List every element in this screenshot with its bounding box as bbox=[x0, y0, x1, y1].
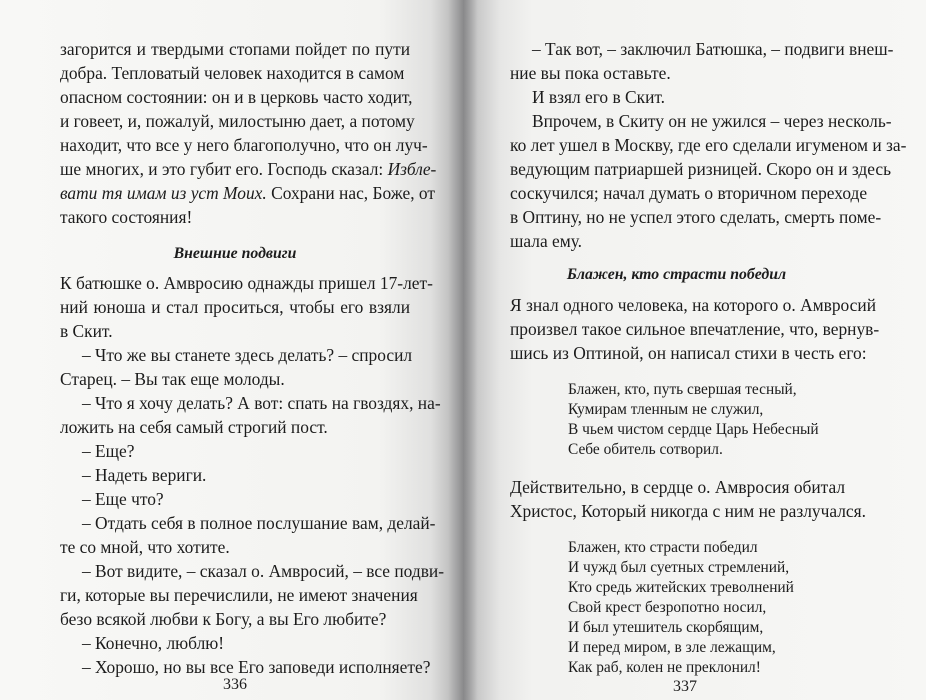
verse-line: Свой крест безропотно носил, bbox=[568, 599, 767, 616]
verse-line: Блажен, кто, путь свершая тесный, bbox=[568, 381, 797, 398]
verse-line: И чужд был суетных стремлений, bbox=[568, 559, 790, 576]
right-text-line: Впрочем, в Скиту он не ужился – через несколь- bbox=[532, 111, 892, 131]
left-text-line: загорится и твердыми стопами пойдет по пути bbox=[60, 39, 410, 59]
left-text-line: безо всякой любви к Богу, а вы Его любите? bbox=[60, 609, 387, 629]
verse-line: В чьем чистом сердце Царь Небесный bbox=[568, 421, 819, 438]
left-text-line: ний юноша и стал проситься, чтобы его взяли bbox=[60, 297, 410, 317]
section-heading: Блажен, кто страсти победил bbox=[566, 266, 787, 283]
left-text-line: те со мной, что хотите. bbox=[60, 537, 230, 557]
left-text-line: – Конечно, люблю! bbox=[82, 633, 225, 653]
right-text-line: ко лет ушел в Москву, где его сделали игуменом и за- bbox=[510, 135, 907, 155]
left-text-line: – Надеть вериги. bbox=[82, 465, 207, 485]
verse-line: Себе обитель сотворил. bbox=[568, 441, 723, 458]
section-heading: Внешние подвиги bbox=[173, 245, 297, 262]
left-text-line bbox=[60, 182, 435, 205]
left-text-line: – Еще что? bbox=[82, 489, 164, 509]
left-text-line: Старец. – Вы так еще молоды. bbox=[60, 369, 285, 389]
left-text-line: ги, которые вы перечислили, не имеют значения bbox=[60, 585, 418, 605]
left-text-line: находит, что все у него благополучно, что он луч- bbox=[60, 135, 428, 155]
right-text-line: ведующим патриаршей ризницей. Скоро он и здесь bbox=[510, 159, 892, 179]
verse-line: Кто средь житейских треволнений bbox=[568, 579, 794, 596]
left-text-line: в Скит. bbox=[60, 321, 113, 341]
right-text-line: шись из Оптиной, он написал стихи в честь его: bbox=[510, 343, 867, 363]
left-text-line: – Что я хочу делать? А вот: спать на гвоздях, на- bbox=[82, 393, 441, 413]
left-text-line: опасном состоянии: он и в церковь часто ходит, bbox=[60, 87, 413, 107]
verse-line: И был утешитель скорбящим, bbox=[568, 619, 764, 636]
right-text-line: шала ему. bbox=[510, 231, 583, 251]
left-text-line: – Вот видите, – сказал о. Амвросий, – все подви- bbox=[82, 561, 445, 581]
right-text-line: И взял его в Скит. bbox=[532, 87, 666, 107]
right-text-line: ние вы пока оставьте. bbox=[510, 63, 671, 83]
left-text-line: – Еще? bbox=[82, 441, 135, 461]
right-text-line: произвел такое сильное впечатление, что, вернув- bbox=[510, 319, 880, 339]
page-number-right: 337 bbox=[673, 678, 697, 695]
left-text-line: добра. Тепловатый человек находится в самом bbox=[60, 63, 405, 83]
verse-line: И перед миром, в зле лежащим, bbox=[568, 639, 776, 656]
left-text-line: К батюшке о. Амвросию однажды пришел 17-лет- bbox=[60, 273, 433, 293]
left-text-line bbox=[60, 158, 437, 181]
right-text-line: Действительно, в сердце о. Амвросия обитал bbox=[510, 477, 846, 497]
quote-segment: вати тя имам из уст Моих. bbox=[60, 183, 267, 203]
left-text-line: ложить на себя самый строгий пост. bbox=[60, 417, 328, 437]
right-text-line: Я знал одного человека, на которого о. Амвросий bbox=[510, 295, 877, 315]
left-text-line: такого состояния! bbox=[60, 207, 193, 227]
page-number-left: 336 bbox=[223, 676, 247, 693]
right-text-line: – Так вот, – заключил Батюшка, – подвиги внеш- bbox=[532, 39, 894, 59]
left-text-line: – Что же вы станете здесь делать? – спросил bbox=[82, 345, 413, 365]
book-spine-shadow bbox=[448, 0, 478, 700]
text-segment: ше многих, и это губит его. Господь сказал: bbox=[60, 159, 384, 179]
verse-line: Блажен, кто страсти победил bbox=[568, 539, 758, 556]
left-text-line: – Хорошо, но вы все Его заповеди исполняете? bbox=[82, 657, 431, 677]
right-text-line: соскучился; начал думать о вторичном переходе bbox=[510, 183, 868, 203]
left-text-line: – Отдать себя в полное послушание вам, делай- bbox=[82, 513, 436, 533]
left-text-line: и говеет, и, пожалуй, милостыню дает, а потому bbox=[60, 111, 415, 131]
text-segment: Сохрани нас, Боже, от bbox=[271, 183, 435, 203]
quote-segment: Изблe- bbox=[387, 159, 437, 179]
right-text-line: в Оптину, но не успел этого сделать, смерть поме- bbox=[510, 207, 882, 227]
verse-line: Как раб, колен не преклонил! bbox=[568, 659, 761, 676]
verse-line: Кумирам тленным не служил, bbox=[568, 401, 764, 418]
right-text-line: Христос, Который никогда с ним не разлучался. bbox=[510, 501, 866, 521]
